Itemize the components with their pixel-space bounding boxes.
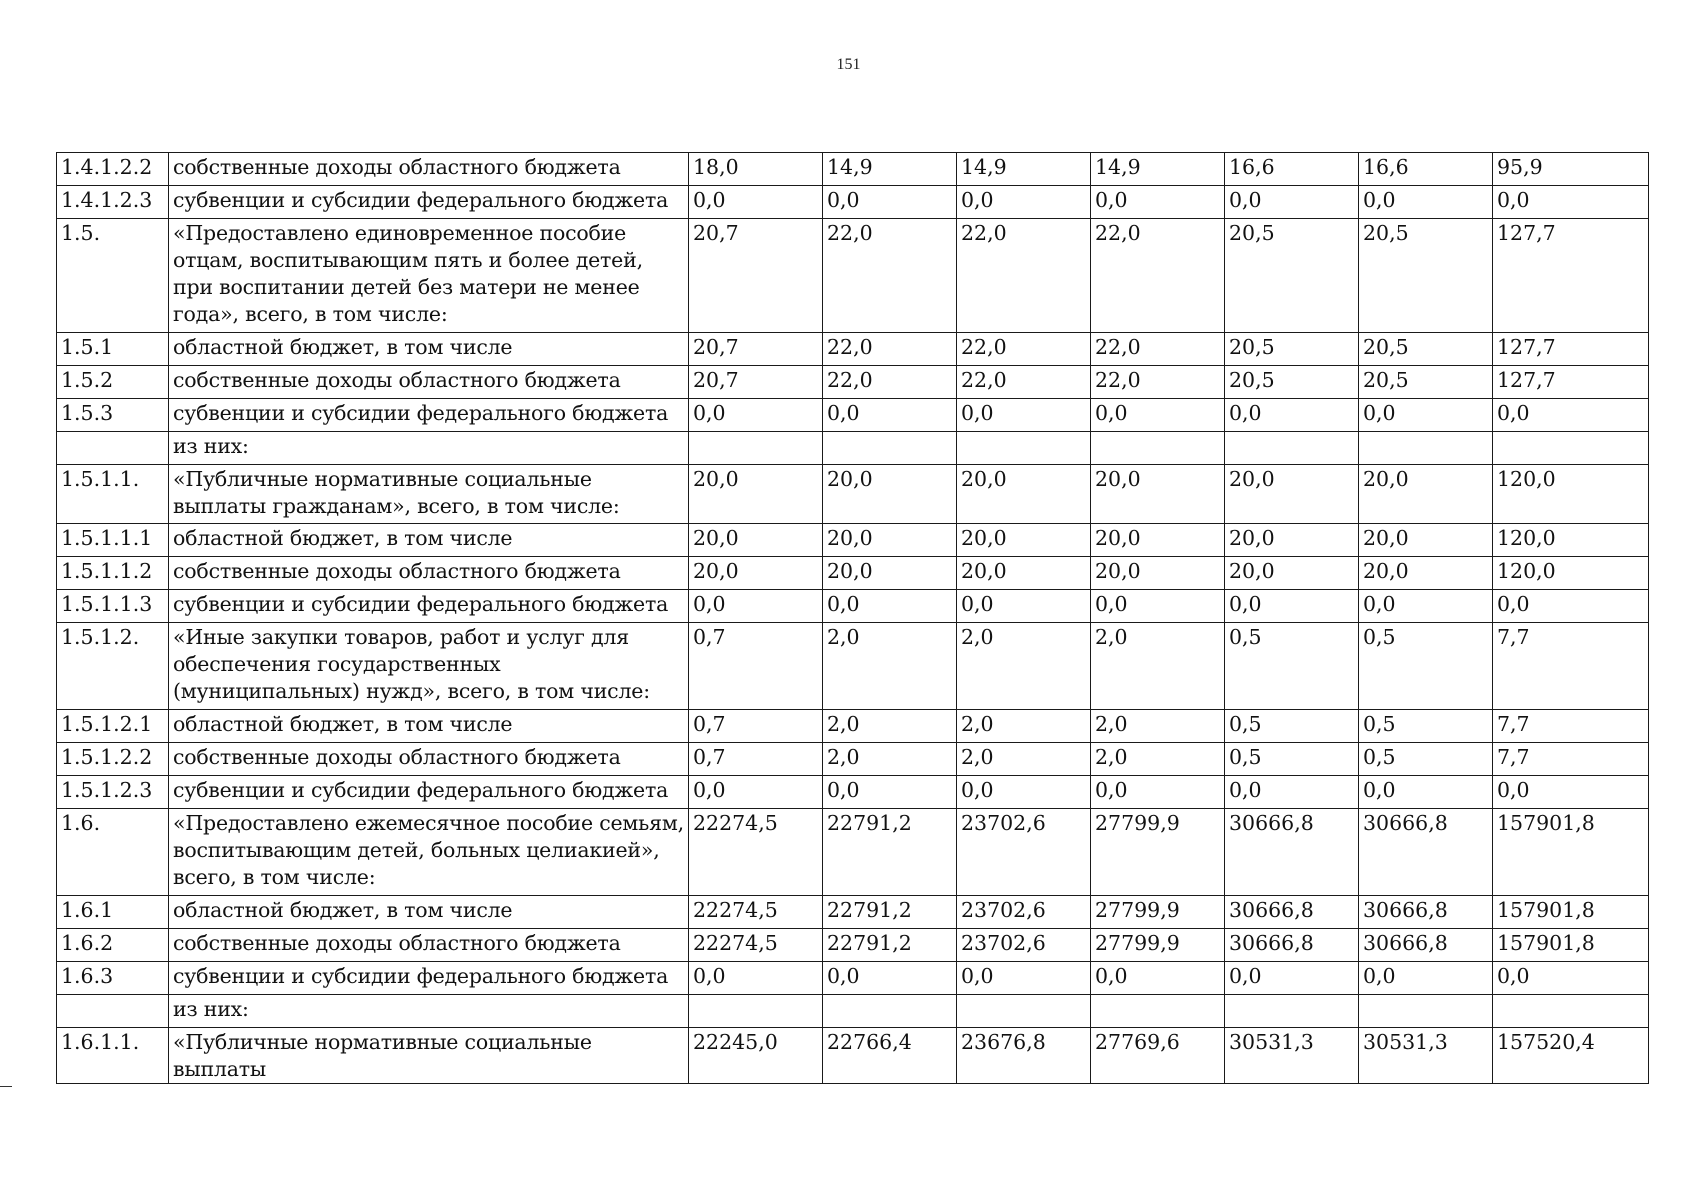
- table-row: [57, 896, 1649, 929]
- row-value-3: 23702,6: [957, 929, 1091, 962]
- row-value-4: 2,0: [1091, 623, 1225, 710]
- row-value-6: 0,0: [1359, 962, 1493, 995]
- row-value-3: 2,0: [957, 743, 1091, 776]
- row-value-3: 20,0: [957, 465, 1091, 524]
- row-value-5: 20,5: [1225, 333, 1359, 366]
- row-value-6: 20,0: [1359, 524, 1493, 557]
- row-value-4: 22,0: [1091, 366, 1225, 399]
- page-number: 151: [836, 56, 861, 73]
- row-value-3: 0,0: [957, 399, 1091, 432]
- row-code: 1.5.1.1.: [57, 465, 169, 524]
- budget-table: [56, 152, 1649, 1084]
- row-description: областной бюджет, в том числе: [169, 896, 689, 929]
- row-value-3: 0,0: [957, 776, 1091, 809]
- row-value-1: 0,7: [689, 743, 823, 776]
- row-value-6: 0,0: [1359, 399, 1493, 432]
- row-value-4: 0,0: [1091, 186, 1225, 219]
- row-description: собственные доходы областного бюджета: [169, 366, 689, 399]
- row-value-2: 22,0: [823, 219, 957, 333]
- row-code: 1.6.1: [57, 896, 169, 929]
- row-value-2: [823, 995, 957, 1028]
- row-value-5: 20,0: [1225, 524, 1359, 557]
- row-description: областной бюджет, в том числе: [169, 333, 689, 366]
- row-code: 1.5.1: [57, 333, 169, 366]
- row-value-6: 30666,8: [1359, 896, 1493, 929]
- table-row: [57, 1028, 1649, 1084]
- row-description: субвенции и субсидии федерального бюджета: [169, 186, 689, 219]
- row-code: 1.6.: [57, 809, 169, 896]
- row-value-7: 0,0: [1493, 399, 1649, 432]
- table-row: [57, 186, 1649, 219]
- row-description: областной бюджет, в том числе: [169, 524, 689, 557]
- row-description: «Публичные нормативные социальные выплаты: [169, 1028, 689, 1084]
- row-value-3: 20,0: [957, 524, 1091, 557]
- table-row: [57, 399, 1649, 432]
- table-row: [57, 524, 1649, 557]
- row-value-1: 22274,5: [689, 809, 823, 896]
- row-description: собственные доходы областного бюджета: [169, 929, 689, 962]
- row-code: 1.4.1.2.2: [57, 153, 169, 186]
- margin-mark: [0, 1086, 12, 1087]
- row-value-2: 0,0: [823, 776, 957, 809]
- row-value-2: 22766,4: [823, 1028, 957, 1084]
- row-value-1: 20,7: [689, 333, 823, 366]
- row-value-4: 20,0: [1091, 465, 1225, 524]
- row-value-2: [823, 432, 957, 465]
- table-row: [57, 333, 1649, 366]
- row-value-1: 20,7: [689, 366, 823, 399]
- row-code: 1.5.1.2.2: [57, 743, 169, 776]
- row-value-2: 22,0: [823, 333, 957, 366]
- row-code: 1.5.: [57, 219, 169, 333]
- row-value-5: 30666,8: [1225, 809, 1359, 896]
- row-value-7: 157520,4: [1493, 1028, 1649, 1084]
- row-value-7: 0,0: [1493, 776, 1649, 809]
- row-description: субвенции и субсидии федерального бюджета: [169, 776, 689, 809]
- row-value-5: 0,5: [1225, 710, 1359, 743]
- row-value-1: 0,0: [689, 399, 823, 432]
- row-value-6: 30531,3: [1359, 1028, 1493, 1084]
- row-value-6: [1359, 432, 1493, 465]
- row-value-7: 157901,8: [1493, 809, 1649, 896]
- row-value-1: 20,7: [689, 219, 823, 333]
- row-value-7: 7,7: [1493, 710, 1649, 743]
- row-value-7: 127,7: [1493, 333, 1649, 366]
- row-value-7: [1493, 995, 1649, 1028]
- row-value-7: 95,9: [1493, 153, 1649, 186]
- row-value-4: 27799,9: [1091, 896, 1225, 929]
- table-row: [57, 366, 1649, 399]
- row-value-2: 14,9: [823, 153, 957, 186]
- row-code: 1.6.1.1.: [57, 1028, 169, 1084]
- row-code: 1.5.1.1.3: [57, 590, 169, 623]
- row-value-1: 0,0: [689, 776, 823, 809]
- row-value-5: 20,5: [1225, 366, 1359, 399]
- table-row: [57, 153, 1649, 186]
- table-row: [57, 557, 1649, 590]
- row-value-3: 2,0: [957, 710, 1091, 743]
- row-value-3: 22,0: [957, 219, 1091, 333]
- row-value-4: 27799,9: [1091, 929, 1225, 962]
- row-description: «Иные закупки товаров, работ и услуг для обеспечения государственных (муниципальных) нужд», всего, в том числе:: [169, 623, 689, 710]
- row-value-6: 0,5: [1359, 710, 1493, 743]
- table-row: [57, 995, 1649, 1028]
- row-value-1: 0,0: [689, 962, 823, 995]
- row-code: [57, 995, 169, 1028]
- row-value-5: 0,0: [1225, 776, 1359, 809]
- row-value-7: 120,0: [1493, 557, 1649, 590]
- row-value-7: [1493, 432, 1649, 465]
- row-value-1: 20,0: [689, 557, 823, 590]
- row-value-5: 16,6: [1225, 153, 1359, 186]
- row-value-3: 23702,6: [957, 809, 1091, 896]
- table-body: [57, 153, 1649, 1084]
- row-value-2: 22791,2: [823, 809, 957, 896]
- row-value-4: 14,9: [1091, 153, 1225, 186]
- row-value-5: 20,0: [1225, 557, 1359, 590]
- row-value-2: 0,0: [823, 186, 957, 219]
- row-value-2: 2,0: [823, 710, 957, 743]
- row-description: из них:: [169, 432, 689, 465]
- row-value-5: 0,0: [1225, 399, 1359, 432]
- row-value-4: [1091, 432, 1225, 465]
- row-description: «Публичные нормативные социальные выплаты гражданам», всего, в том числе:: [169, 465, 689, 524]
- row-value-5: 0,5: [1225, 743, 1359, 776]
- row-value-5: 30666,8: [1225, 929, 1359, 962]
- row-value-2: 0,0: [823, 590, 957, 623]
- row-value-4: 0,0: [1091, 590, 1225, 623]
- row-code: 1.6.3: [57, 962, 169, 995]
- row-value-5: 0,0: [1225, 186, 1359, 219]
- table-row: [57, 219, 1649, 333]
- row-value-5: 30666,8: [1225, 896, 1359, 929]
- row-value-7: 127,7: [1493, 366, 1649, 399]
- row-value-4: 20,0: [1091, 557, 1225, 590]
- row-value-7: 0,0: [1493, 186, 1649, 219]
- row-value-3: 22,0: [957, 366, 1091, 399]
- row-code: 1.5.2: [57, 366, 169, 399]
- row-value-7: 0,0: [1493, 590, 1649, 623]
- row-value-4: 2,0: [1091, 710, 1225, 743]
- row-value-6: 20,0: [1359, 465, 1493, 524]
- row-value-1: 18,0: [689, 153, 823, 186]
- row-value-2: 22,0: [823, 366, 957, 399]
- row-code: 1.6.2: [57, 929, 169, 962]
- row-value-4: 27799,9: [1091, 809, 1225, 896]
- row-value-6: 0,5: [1359, 743, 1493, 776]
- row-code: [57, 432, 169, 465]
- row-value-6: 30666,8: [1359, 929, 1493, 962]
- row-value-3: 0,0: [957, 590, 1091, 623]
- row-description: субвенции и субсидии федерального бюджета: [169, 590, 689, 623]
- row-value-6: 0,0: [1359, 186, 1493, 219]
- table-row: [57, 962, 1649, 995]
- row-value-7: 120,0: [1493, 465, 1649, 524]
- row-value-6: 20,5: [1359, 366, 1493, 399]
- row-value-1: 20,0: [689, 465, 823, 524]
- row-description: субвенции и субсидии федерального бюджета: [169, 399, 689, 432]
- row-value-4: 2,0: [1091, 743, 1225, 776]
- row-code: 1.4.1.2.3: [57, 186, 169, 219]
- row-code: 1.5.1.2.3: [57, 776, 169, 809]
- row-value-1: 0,0: [689, 186, 823, 219]
- row-value-7: 157901,8: [1493, 896, 1649, 929]
- row-value-1: [689, 995, 823, 1028]
- row-value-2: 2,0: [823, 743, 957, 776]
- row-value-4: 0,0: [1091, 399, 1225, 432]
- row-value-2: 20,0: [823, 557, 957, 590]
- row-value-6: 20,5: [1359, 333, 1493, 366]
- row-description: собственные доходы областного бюджета: [169, 557, 689, 590]
- row-value-4: 22,0: [1091, 333, 1225, 366]
- table-row: [57, 776, 1649, 809]
- row-value-6: [1359, 995, 1493, 1028]
- row-value-3: 14,9: [957, 153, 1091, 186]
- row-value-7: 0,0: [1493, 962, 1649, 995]
- row-value-3: 0,0: [957, 962, 1091, 995]
- row-value-7: 7,7: [1493, 623, 1649, 710]
- row-code: 1.5.1.2.: [57, 623, 169, 710]
- row-value-6: 16,6: [1359, 153, 1493, 186]
- row-value-6: 0,5: [1359, 623, 1493, 710]
- row-value-6: 30666,8: [1359, 809, 1493, 896]
- row-value-7: 157901,8: [1493, 929, 1649, 962]
- row-value-1: 22274,5: [689, 896, 823, 929]
- row-description: областной бюджет, в том числе: [169, 710, 689, 743]
- row-value-3: [957, 432, 1091, 465]
- row-code: 1.5.1.1.1: [57, 524, 169, 557]
- row-value-1: 0,7: [689, 710, 823, 743]
- row-value-5: 30531,3: [1225, 1028, 1359, 1084]
- table-row: [57, 623, 1649, 710]
- row-value-5: 0,5: [1225, 623, 1359, 710]
- row-description: субвенции и субсидии федерального бюджета: [169, 962, 689, 995]
- row-value-2: 22791,2: [823, 929, 957, 962]
- table-row: [57, 590, 1649, 623]
- row-value-2: 0,0: [823, 962, 957, 995]
- table-row: [57, 743, 1649, 776]
- row-value-3: 2,0: [957, 623, 1091, 710]
- row-description: собственные доходы областного бюджета: [169, 743, 689, 776]
- row-value-5: 0,0: [1225, 590, 1359, 623]
- row-value-2: 20,0: [823, 465, 957, 524]
- row-value-1: 0,7: [689, 623, 823, 710]
- row-value-1: 22245,0: [689, 1028, 823, 1084]
- row-value-6: 20,0: [1359, 557, 1493, 590]
- table-row: [57, 929, 1649, 962]
- row-value-6: 0,0: [1359, 776, 1493, 809]
- row-value-4: 22,0: [1091, 219, 1225, 333]
- row-description: из них:: [169, 995, 689, 1028]
- row-value-4: 27769,6: [1091, 1028, 1225, 1084]
- row-value-7: 127,7: [1493, 219, 1649, 333]
- row-value-1: [689, 432, 823, 465]
- row-value-5: [1225, 995, 1359, 1028]
- row-value-5: 20,0: [1225, 465, 1359, 524]
- row-value-2: 0,0: [823, 399, 957, 432]
- row-code: 1.5.1.2.1: [57, 710, 169, 743]
- row-description: собственные доходы областного бюджета: [169, 153, 689, 186]
- row-value-2: 22791,2: [823, 896, 957, 929]
- row-value-4: 0,0: [1091, 962, 1225, 995]
- row-value-1: 20,0: [689, 524, 823, 557]
- row-value-5: 0,0: [1225, 962, 1359, 995]
- row-value-3: 23676,8: [957, 1028, 1091, 1084]
- row-description: «Предоставлено ежемесячное пособие семьям, воспитывающим детей, больных целиакией», всего, в том числе:: [169, 809, 689, 896]
- table-row: [57, 809, 1649, 896]
- row-value-7: 7,7: [1493, 743, 1649, 776]
- row-value-3: 22,0: [957, 333, 1091, 366]
- table-row: [57, 465, 1649, 524]
- row-value-1: 22274,5: [689, 929, 823, 962]
- row-value-3: 20,0: [957, 557, 1091, 590]
- row-value-6: 0,0: [1359, 590, 1493, 623]
- row-code: 1.5.3: [57, 399, 169, 432]
- row-value-3: [957, 995, 1091, 1028]
- row-value-2: 2,0: [823, 623, 957, 710]
- row-value-5: [1225, 432, 1359, 465]
- row-value-6: 20,5: [1359, 219, 1493, 333]
- row-value-4: 0,0: [1091, 776, 1225, 809]
- table-row: [57, 710, 1649, 743]
- row-value-7: 120,0: [1493, 524, 1649, 557]
- row-value-5: 20,5: [1225, 219, 1359, 333]
- row-value-2: 20,0: [823, 524, 957, 557]
- row-code: 1.5.1.1.2: [57, 557, 169, 590]
- row-value-1: 0,0: [689, 590, 823, 623]
- table-row: [57, 432, 1649, 465]
- row-description: «Предоставлено единовременное пособие отцам, воспитывающим пять и более детей, при воспитании детей без матери не менее года», всего, в том числе:: [169, 219, 689, 333]
- row-value-3: 23702,6: [957, 896, 1091, 929]
- row-value-3: 0,0: [957, 186, 1091, 219]
- row-value-4: [1091, 995, 1225, 1028]
- row-value-4: 20,0: [1091, 524, 1225, 557]
